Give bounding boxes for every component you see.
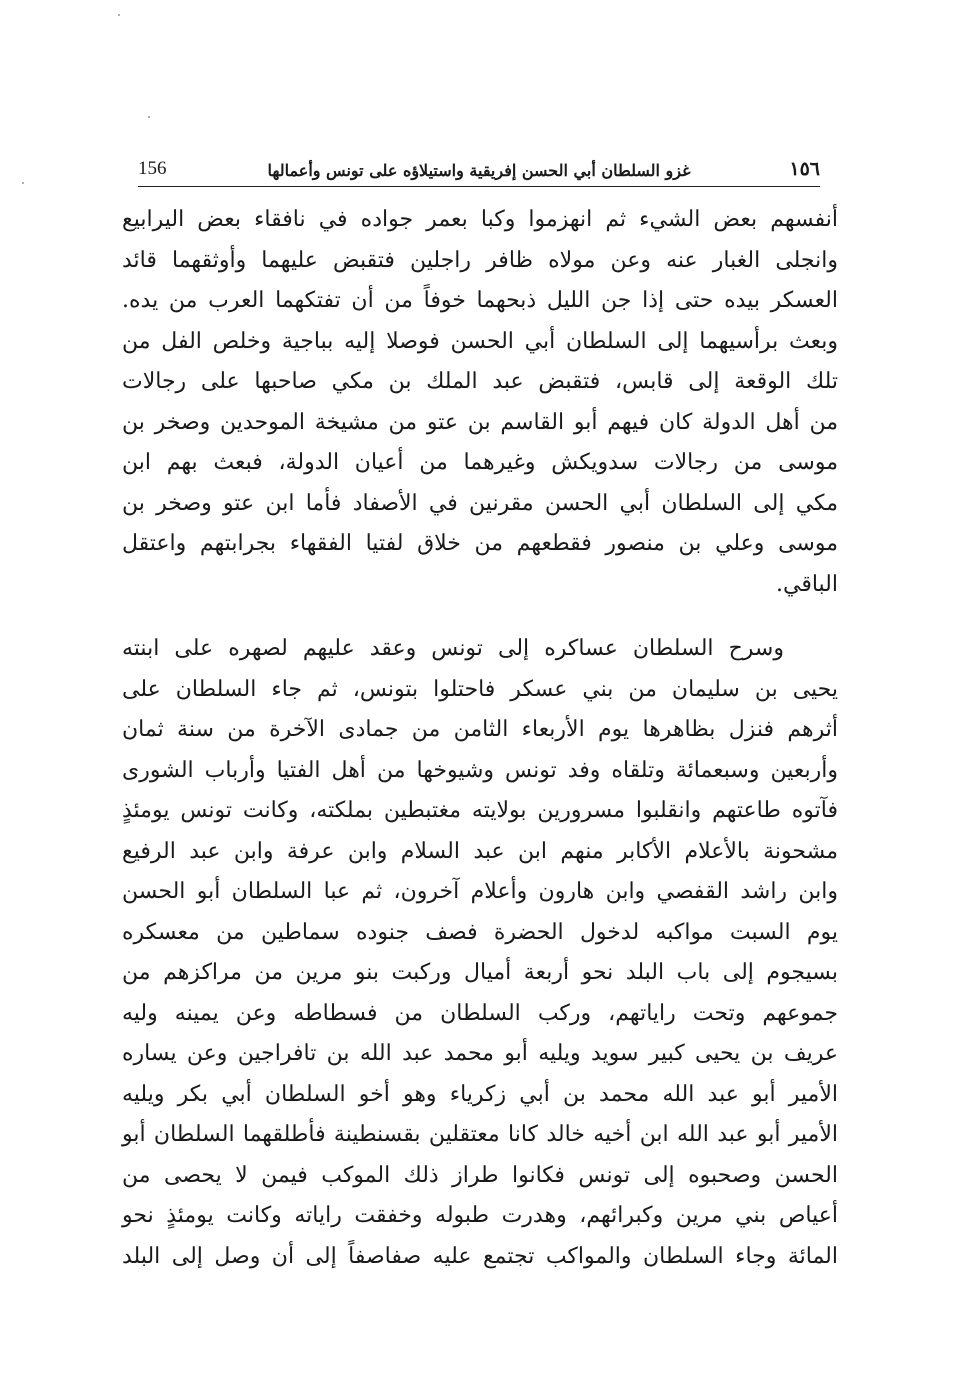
text-line: بسيجوم إلى باب البلد نحو أربعة أميال وركبت بنو مرين من مراكزهم من <box>122 960 838 985</box>
text-line: من أهل الدولة كان فيهم أبو القاسم بن عتو من مشيخة الموحدين وصخر بن <box>122 409 838 435</box>
paragraph-1 <box>122 200 838 605</box>
text-line: موسى من رجالات سدويكش وغيرهما من أعيان الدولة، فبعث بهم ابن <box>122 450 838 475</box>
text-line: يحيى بن سليمان من بني عسكر فاحتلوا بتونس، ثم جاء السلطان على <box>122 676 838 702</box>
scan-speck <box>118 14 120 16</box>
text-line: يوم السبت مواكبه لدخول الحضرة فصف جنوده سماطين من معسكره <box>122 919 838 945</box>
text-line: مشحونة بالأعلام الأكابر منهم ابن عبد السلام وابن عرفة وابن عبد الرفيع <box>122 838 838 864</box>
body-text <box>122 200 838 1277</box>
running-header <box>138 150 820 187</box>
text-line: وابن راشد القفصي وابن هارون وأعلام آخرون، ثم عبا السلطان أبو الحسن <box>122 879 838 904</box>
scan-speck <box>22 182 24 184</box>
chapter-title: غزو السلطان أبي الحسن إفريقية واستيلاؤه على تونس وأعمالها <box>267 161 691 180</box>
text-line: وسرح السلطان عساكره إلى تونس وعقد عليهم لصهره على ابنته <box>122 636 784 661</box>
text-line: أعياص بني مرين وكبرائهم، وهدرت طبوله وخفقت راياته وكانت يومئذٍ نحو <box>122 1203 838 1228</box>
text-line: الباقي. <box>775 571 838 597</box>
text-line: جموعهم وتحت راياتهم، وركب السلطان من فسطاطه وعن يمينه وليه <box>122 1000 838 1026</box>
paragraph-2 <box>122 629 838 1277</box>
text-line: موسى وعلي بن منصور فقطعهم من خلاق لفتيا الفقهاء بجرابتهم واعتقل <box>122 531 838 556</box>
text-line: تلك الوقعة إلى قابس، فتقبض عبد الملك بن مكي صاحبها على رجالات <box>122 369 838 394</box>
text-line: وأربعين وسبعمائة وتلقاه وفد تونس وشيوخها من أهل الفتيا وأرباب الشورى <box>122 757 838 783</box>
page-number-arabic: ١٥٦ <box>789 158 820 180</box>
text-line: أثرهم فنزل بظاهرها يوم الأربعاء الثامن من جمادى الآخرة من سنة ثمان <box>122 717 838 742</box>
text-line: أنفسهم بعض الشيء ثم انهزموا وكبا بعمر جواده في نافقاء بعض اليرابيع <box>122 207 838 232</box>
text-line: الحسن وصحبوه إلى تونس فكانوا طراز ذلك الموكب فيمن لا يحصى من <box>122 1162 838 1188</box>
text-line: الأمير أبو عبد الله ابن أخيه خالد كانا معتقلين بقسنطينة فأطلقهما السلطان أبو <box>122 1122 838 1147</box>
text-line: فآتوه طاعتهم وانقلبوا مسرورين بولايته مغتبطين بملكته، وكانت تونس يومئذٍ <box>122 798 838 823</box>
text-line: عريف بن يحيى كبير سويد ويليه أبو محمد عبد الله بن تافراجين وعن يساره <box>122 1041 838 1066</box>
text-line: وانجلى الغبار عنه وعن مولاه ظافر راجلين فتقبض عليهما وأوثقهما قائد <box>122 247 838 273</box>
text-line: مكي إلى السلطان أبي الحسن مقرنين في الأصفاد فأما ابن عتو وصخر بن <box>122 490 838 516</box>
text-line: العسكر بيده حتى إذا جن الليل ذبحهما خوفاً من أن تفتكهما العرب من يده. <box>122 288 838 313</box>
page-number-latin: 156 <box>138 158 167 179</box>
text-line: المائة وجاء السلطان والمواكب تجتمع عليه صفاصفاً إلى أن وصل إلى البلد <box>122 1243 838 1269</box>
text-line: الأمير أبو عبد الله محمد بن أبي زكرياء وهو أخو السلطان أبي بكر ويليه <box>122 1081 838 1107</box>
text-line: وبعث برأسيهما إلى السلطان أبي الحسن فوصلا إليه بباجية وخلص الفل من <box>122 328 838 354</box>
scan-speck <box>148 116 150 118</box>
